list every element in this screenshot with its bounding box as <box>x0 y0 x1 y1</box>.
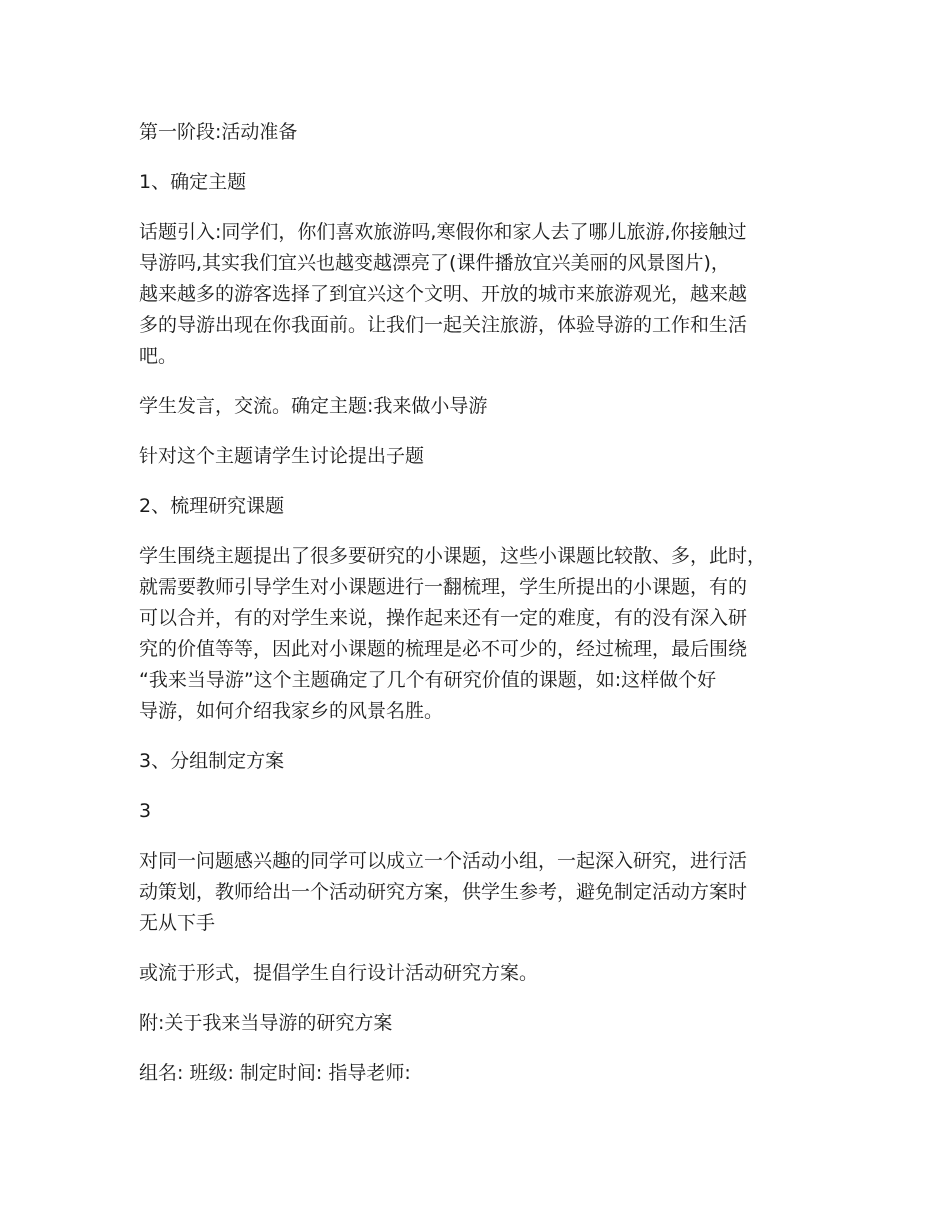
text-line: 可以合并，有的对学生来说，操作起来还有一定的难度，有的没有深入研 <box>139 607 748 629</box>
text-line: 第一阶段:活动准备 <box>139 121 298 143</box>
text-line: 多的导游出现在你我面前。让我们一起关注旅游，体验导游的工作和生活 <box>139 314 748 336</box>
text-line: “我来当导游”这个主题确定了几个有研究价值的课题，如:这样做个好 <box>139 669 717 691</box>
text-line: 组名: 班级: 制定时间: 指导老师: <box>139 1062 411 1084</box>
page-number-text <box>139 796 839 827</box>
document-body <box>139 117 839 1108</box>
form-fields-line <box>139 1058 839 1089</box>
section-heading <box>139 117 839 148</box>
text-line: 动策划，教师给出一个活动研究方案，供学生参考，避免制定活动方案时 <box>139 881 748 903</box>
text-line: 就需要教师引导学生对小课题进行一翻梳理，学生所提出的小课题，有的 <box>139 576 748 598</box>
text-line: 3、分组制定方案 <box>139 750 285 772</box>
text-line: 学生发言，交流。确定主题:我来做小导游 <box>139 395 488 417</box>
text-line: 或流于形式，提倡学生自行设计活动研究方案。 <box>139 962 539 984</box>
body-paragraph <box>139 217 839 372</box>
subsection-heading <box>139 746 839 777</box>
subsection-heading <box>139 167 839 198</box>
text-line: 针对这个主题请学生讨论提出子题 <box>139 445 425 467</box>
text-line: 吧。 <box>139 345 178 367</box>
body-paragraph <box>139 846 839 939</box>
text-line: 1、确定主题 <box>139 171 247 193</box>
text-line: 3 <box>139 800 152 822</box>
subsection-heading <box>139 491 839 522</box>
text-line: 附:关于我来当导游的研究方案 <box>139 1012 393 1034</box>
body-paragraph <box>139 391 839 422</box>
text-line: 导游吗,其实我们宜兴也越变越漂亮了(课件播放宜兴美丽的风景图片)， <box>139 252 730 274</box>
text-line: 究的价值等等，因此对小课题的梳理是必不可少的，经过梳理，最后围绕 <box>139 638 748 660</box>
text-line: 2、梳理研究课题 <box>139 495 285 517</box>
text-line: 对同一问题感兴趣的同学可以成立一个活动小组，一起深入研究，进行活 <box>139 850 748 872</box>
body-paragraph <box>139 541 839 727</box>
text-line: 话题引入:同学们，你们喜欢旅游吗,寒假你和家人去了哪儿旅游,你接触过 <box>139 221 747 243</box>
text-line: 无从下手 <box>139 912 216 934</box>
body-paragraph <box>139 441 839 472</box>
appendix-heading <box>139 1008 839 1039</box>
text-line: 学生围绕主题提出了很多要研究的小课题，这些小课题比较散、多，此时， <box>139 545 767 567</box>
text-line: 越来越多的游客选择了到宜兴这个文明、开放的城市来旅游观光，越来越 <box>139 283 748 305</box>
body-paragraph <box>139 958 839 989</box>
text-line: 导游，如何介绍我家乡的风景名胜。 <box>139 700 444 722</box>
